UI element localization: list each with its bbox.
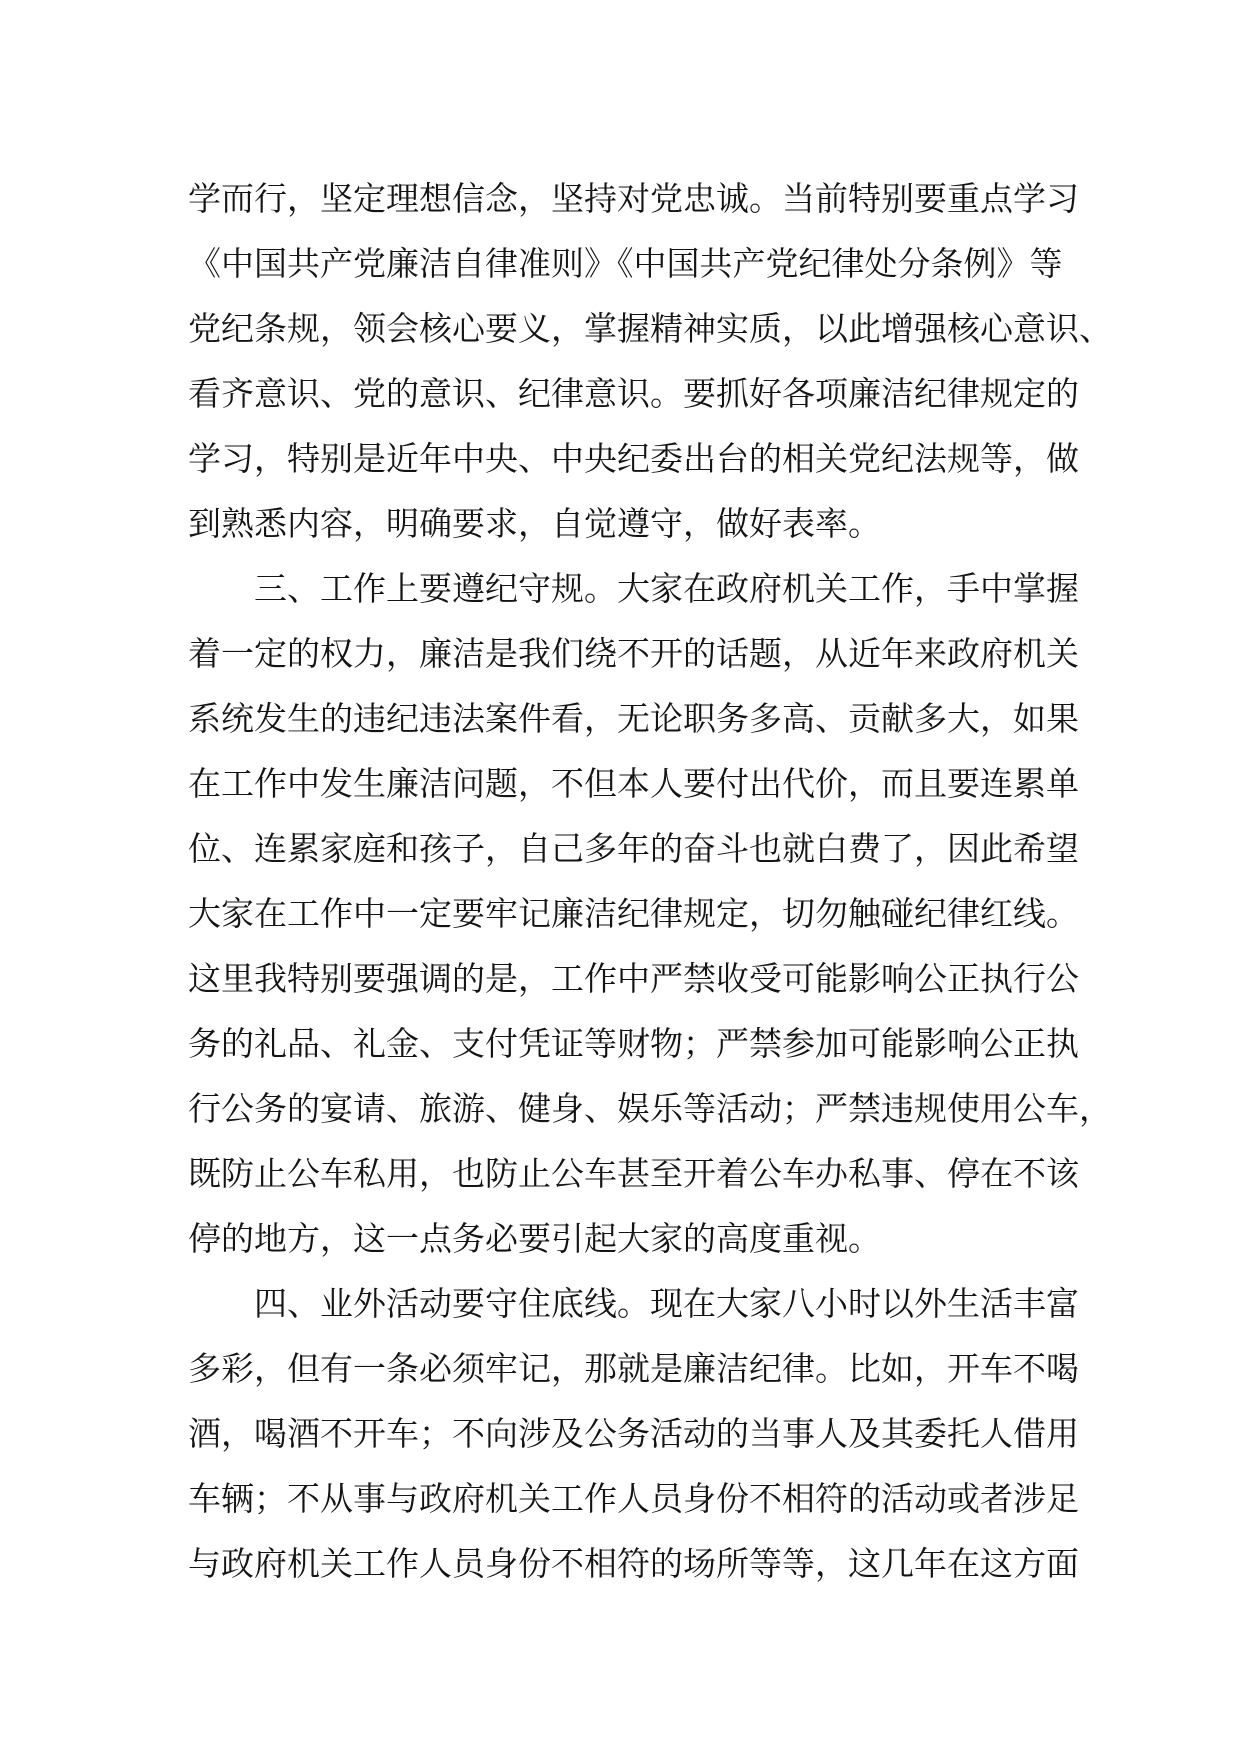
text-line: 《中国共产党廉洁自律准则》《中国共产党纪律处分条例》等 <box>188 244 1063 283</box>
text-line: 行公务的宴请、旅游、健身、娱乐等活动；严禁违规使用公车， <box>188 1089 1112 1128</box>
text-line: 四、业外活动要守住底线。现在大家八小时以外生活丰富 <box>254 1284 1079 1323</box>
text-line: 看齐意识、党的意识、纪律意识。要抓好各项廉洁纪律规定的 <box>188 374 1079 413</box>
text-line: 学习，特别是近年中央、中央纪委出台的相关党纪法规等，做 <box>188 439 1079 478</box>
text-line: 这里我特别要强调的是，工作中严禁收受可能影响公正执行公 <box>188 959 1079 998</box>
text-line: 车辆；不从事与政府机关工作人员身份不相符的活动或者涉足 <box>188 1479 1079 1518</box>
document-body <box>188 166 1112 1596</box>
text-line: 到熟悉内容，明确要求，自觉遵守，做好表率。 <box>188 504 881 543</box>
text-line: 系统发生的违纪违法案件看，无论职务多高、贡献多大，如果 <box>188 699 1079 738</box>
text-line: 与政府机关工作人员身份不相符的场所等等，这几年在这方面 <box>188 1544 1079 1583</box>
text-line: 位、连累家庭和孩子，自己多年的奋斗也就白费了，因此希望 <box>188 829 1079 868</box>
text-line: 大家在工作中一定要牢记廉洁纪律规定，切勿触碰纪律红线。 <box>188 894 1079 933</box>
text-line: 着一定的权力，廉洁是我们绕不开的话题，从近年来政府机关 <box>188 634 1079 673</box>
text-line: 既防止公车私用，也防止公车甚至开着公车办私事、停在不该 <box>188 1154 1079 1193</box>
text-line: 务的礼品、礼金、支付凭证等财物；严禁参加可能影响公正执 <box>188 1024 1079 1063</box>
text-line: 停的地方，这一点务必要引起大家的高度重视。 <box>188 1219 881 1258</box>
text-line: 党纪条规，领会核心要义，掌握精神实质，以此增强核心意识、 <box>188 309 1112 348</box>
text-line: 多彩，但有一条必须牢记，那就是廉洁纪律。比如，开车不喝 <box>188 1349 1079 1388</box>
text-line: 学而行，坚定理想信念，坚持对党忠诚。当前特别要重点学习 <box>188 179 1079 218</box>
text-line: 三、工作上要遵纪守规。大家在政府机关工作，手中掌握 <box>254 569 1079 608</box>
text-line: 酒，喝酒不开车；不向涉及公务活动的当事人及其委托人借用 <box>188 1414 1079 1453</box>
text-line: 在工作中发生廉洁问题，不但本人要付出代价，而且要连累单 <box>188 764 1079 803</box>
